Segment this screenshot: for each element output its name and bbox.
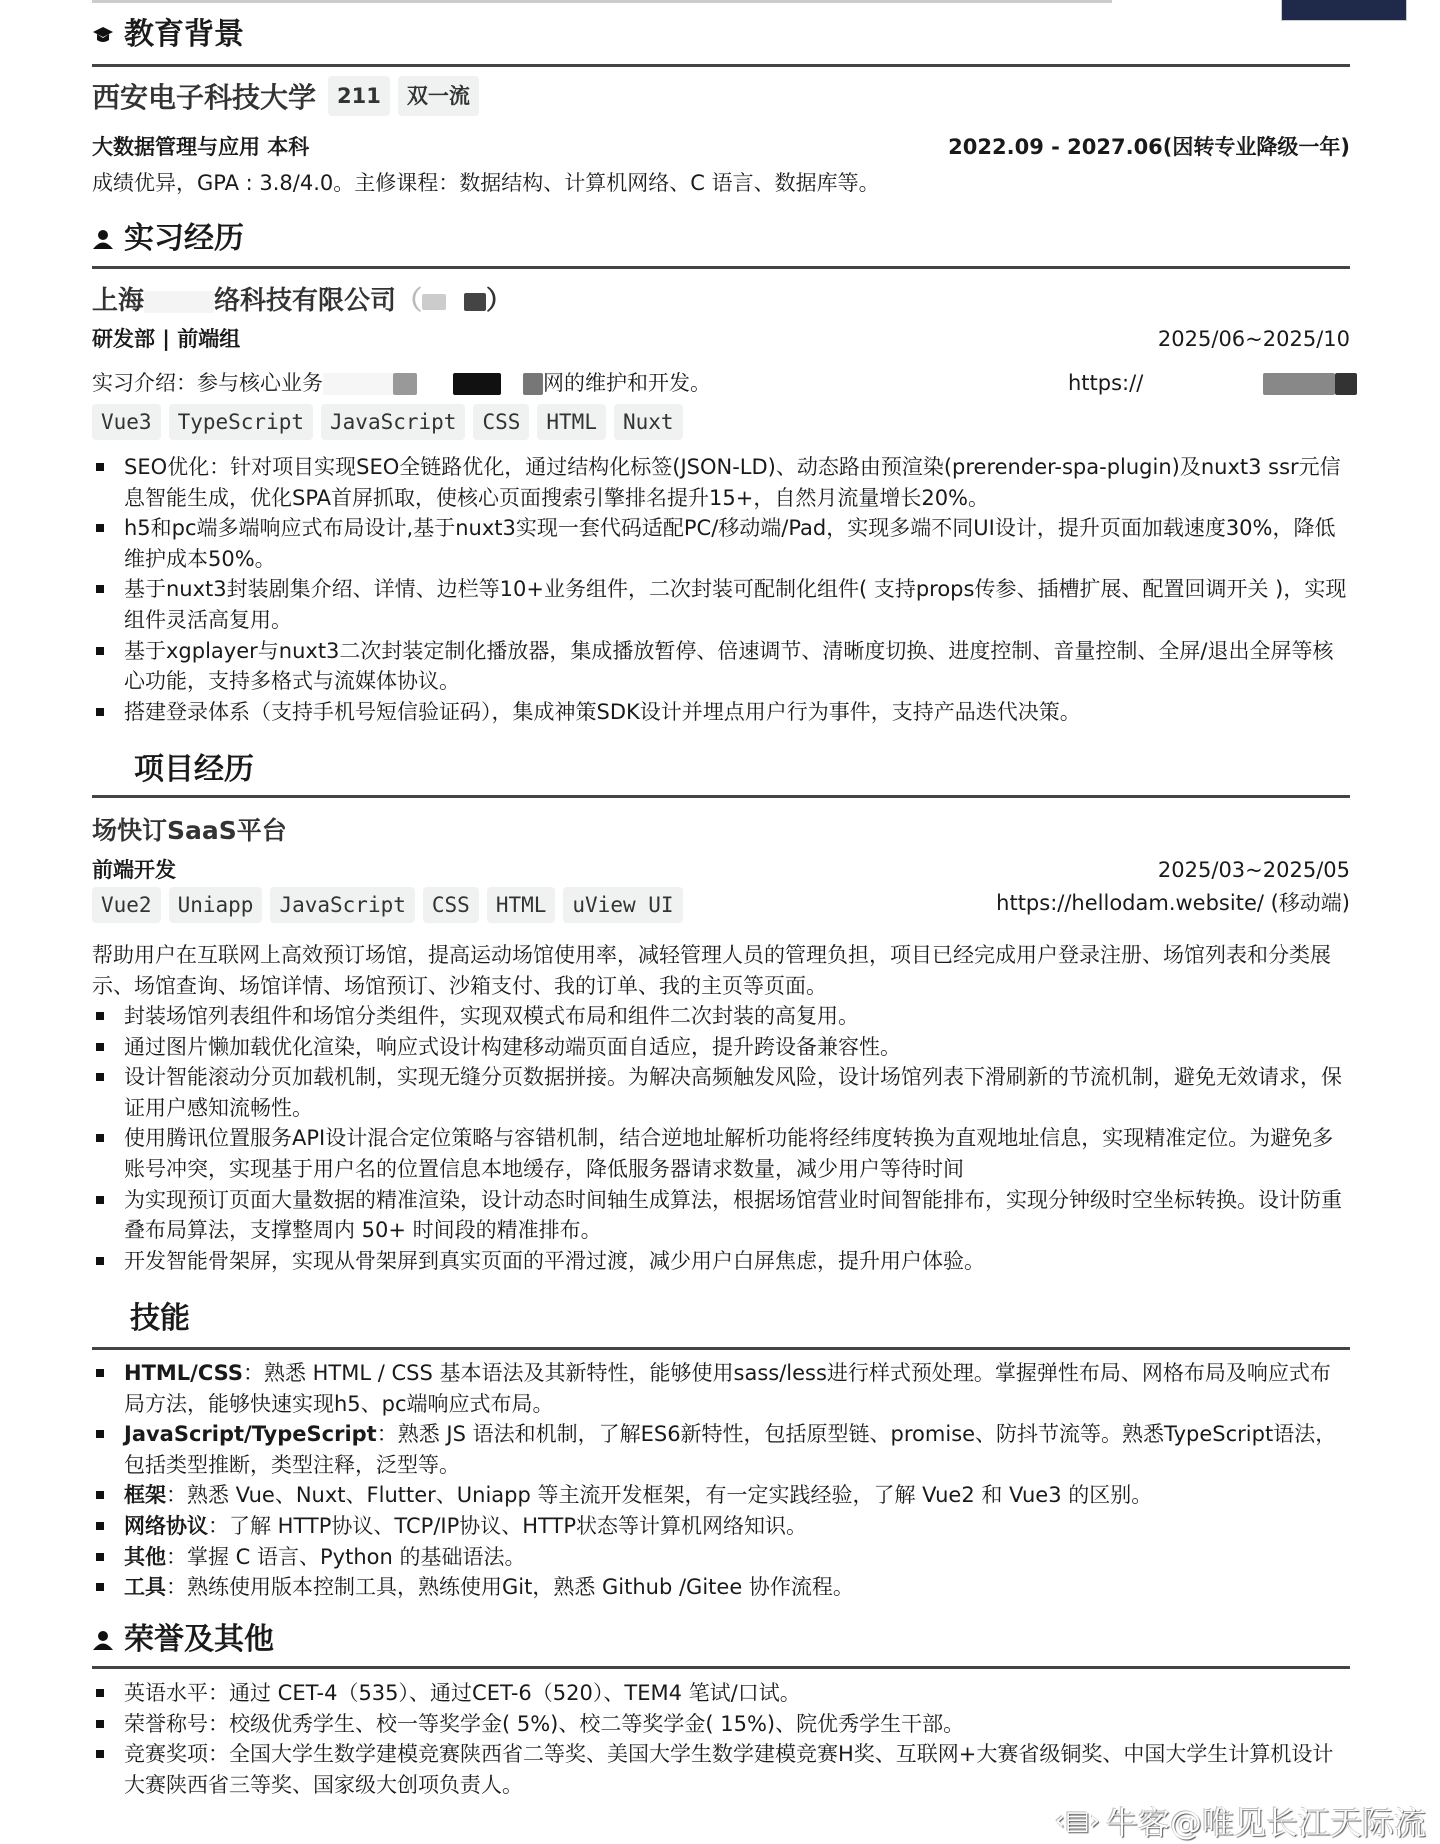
section-divider — [92, 795, 1350, 798]
section-education-title: 教育背景 — [92, 15, 1350, 55]
list-item: 使用腾讯位置服务API设计混合定位策略与容错机制，结合逆地址解析功能将经纬度转换为直观地址信息，实现精准定位。为避免多账号冲突，实现基于用户名的位置信息本地缓存，降低服务器请求数量，减少用户等待时间 — [92, 1123, 1350, 1184]
tech-tag: Vue2 — [92, 887, 161, 923]
education-detail: 成绩优异，GPA : 3.8/4.0。主修课程：数据结构、计算机网络、C 语言、数据库等。 — [92, 171, 880, 195]
internship-tags — [92, 404, 1350, 440]
list-item: SEO优化：针对项目实现SEO全链路优化，通过结构化标签(JSON-LD)、动态路由预渲染(prerender-spa-plugin)及nuxt3 ssr元信息智能生成，优化SPA首屏抓取，使核心页面搜索引擎排名提升15+，自然月流量增长20%。 — [92, 452, 1350, 513]
redacted-block — [422, 294, 446, 310]
redacted-block — [523, 373, 543, 395]
project-tags-row — [92, 887, 1350, 923]
list-item: 封装场馆列表组件和场馆分类组件，实现双模式布局和组件二次封装的高复用。 — [92, 1001, 1350, 1032]
redacted-block — [464, 293, 486, 311]
project-period: 2025/03~2025/05 — [1157, 858, 1350, 882]
list-item: 通过图片懒加载优化渲染，响应式设计构建移动端页面自适应，提升跨设备兼容性。 — [92, 1032, 1350, 1063]
project-name: 场快订SaaS平台 — [92, 816, 287, 845]
list-item: 基于xgplayer与nuxt3二次封装定制化播放器，集成播放暂停、倍速调节、清晰度切换、进度控制、音量控制、全屏/退出全屏等核心功能，支持多格式与流媒体协议。 — [92, 636, 1350, 697]
list-item: 开发智能骨架屏，实现从骨架屏到真实页面的平滑过渡，减少用户白屏焦虑，提升用户体验。 — [92, 1246, 1350, 1277]
tech-tag: HTML — [537, 404, 606, 440]
intro-row: 实习介绍：参与核心业务 网的维护和开发。 https:// — [92, 368, 1350, 399]
section-projects-title: 项目经历 — [134, 752, 254, 787]
list-item: 搭建登录体系（支持手机号短信验证码），集成神策SDK设计并埋点用户行为事件，支持产品迭代决策。 — [92, 697, 1350, 728]
skill-item: 工具：熟练使用版本控制工具，熟练使用Git，熟悉 Github /Gitee 协作流程。 — [92, 1572, 1350, 1603]
major-row — [92, 132, 1350, 163]
tech-tag: Uniapp — [169, 887, 263, 923]
company-name: 上海 络科技有限公司（ ） — [92, 286, 513, 316]
skills-list — [92, 1358, 1350, 1603]
internship-period: 2025/06~2025/10 — [1157, 327, 1350, 351]
section-divider — [92, 64, 1350, 67]
skill-item: 网络协议：了解 HTTP协议、TCP/IP协议、HTTP状态等计算机网络知识。 — [92, 1511, 1350, 1542]
internship-url[interactable]: https:// — [1068, 371, 1144, 395]
redacted-block — [1263, 373, 1335, 395]
skill-item: 框架：熟悉 Vue、Nuxt、Flutter、Uniapp 等主流开发框架，有一定实践经验，了解 Vue2 和 Vue3 的区别。 — [92, 1480, 1350, 1511]
list-item: h5和pc端多端响应式布局设计,基于nuxt3实现一套代码适配PC/移动端/Pad，实现多端不同UI设计，提升页面加载速度30%，降低维护成本50%。 — [92, 513, 1350, 574]
section-divider — [92, 1666, 1350, 1669]
internship-bullets — [92, 452, 1350, 727]
redacted-block — [393, 373, 417, 395]
redacted-block — [323, 373, 393, 395]
department: 研发部 | 前端组 — [92, 327, 241, 351]
person-icon — [92, 1629, 114, 1651]
project-role-row — [92, 855, 1350, 886]
skill-item: JavaScript/TypeScript：熟悉 JS 语法和机制，了解ES6新特性，包括原型链、promise、防抖节流等。熟悉TypeScript语法，包括类型推断，类型注释，泛型等。 — [92, 1419, 1350, 1480]
project-bullets — [92, 1001, 1350, 1276]
school-name: 西安电子科技大学 — [92, 81, 317, 114]
tech-tag: Nuxt — [614, 404, 683, 440]
school-row — [92, 76, 1350, 116]
graduation-cap-icon — [92, 24, 114, 46]
project-role: 前端开发 — [92, 858, 176, 882]
department-row — [92, 324, 1350, 355]
person-icon — [92, 228, 114, 250]
list-item: 竞赛奖项：全国大学生数学建模竞赛陕西省二等奖、美国大学生数学建模竞赛H奖、互联网+大赛省级铜奖、中国大学生计算机设计大赛陕西省三等奖、国家级大创项负责人。 — [92, 1739, 1350, 1800]
nowcoder-logo-icon: ‹▤› — [1054, 1806, 1100, 1836]
tech-tag: uView UI — [563, 887, 682, 923]
list-item: 基于nuxt3封装剧集介绍、详情、边栏等10+业务组件，二次封装可配制化组件( 支持props传参、插槽扩展、配置回调开关 )，实现组件灵活高复用。 — [92, 574, 1350, 635]
major: 大数据管理与应用 本科 — [92, 135, 310, 159]
redacted-block — [453, 373, 501, 395]
section-honors-title: 荣誉及其他 — [92, 1620, 1350, 1660]
school-badge: 双一流 — [398, 76, 479, 116]
project-description: 帮助用户在互联网上高效预订场馆，提高运动场馆使用率，减轻管理人员的管理负担，项目已经完成用户登录注册、场馆列表和分类展示、场馆查询、场馆详情、场馆预订、沙箱支付、我的订单、我的主页等页面。 — [92, 943, 1331, 998]
tech-tag: CSS — [473, 404, 529, 440]
skill-item: HTML/CSS：熟悉 HTML / CSS 基本语法及其新特性，能够使用sass/less进行样式预处理。掌握弹性布局、网格布局及响应式布局方法，能够快速实现h5、pc端响应式布局。 — [92, 1358, 1350, 1419]
education-period: 2022.09 - 2027.06(因转专业降级一年) — [948, 135, 1350, 159]
section-skills-title: 技能 — [130, 1301, 190, 1336]
list-item: 荣誉称号：校级优秀学生、校一等奖学金( 5%)、校二等奖学金( 15%)、院优秀学生干部。 — [92, 1709, 1350, 1740]
skill-item: 其他：掌握 C 语言、Python 的基础语法。 — [92, 1542, 1350, 1573]
section-divider — [92, 1347, 1350, 1350]
section-divider — [92, 266, 1350, 269]
redacted-block — [1335, 373, 1357, 395]
section-internship-title: 实习经历 — [92, 219, 1350, 259]
redacted-block — [144, 291, 214, 313]
tech-tag: JavaScript — [321, 404, 465, 440]
contact-line-fragment — [92, 0, 1112, 3]
list-item: 英语水平：通过 CET-4（535）、通过CET-6（520）、TEM4 笔试/口试。 — [92, 1678, 1350, 1709]
project-url[interactable]: https://hellodam.website/ (移动端) — [996, 891, 1350, 915]
watermark: ‹▤› 牛客@唯见长江天际流 — [1054, 1804, 1426, 1842]
project-tags — [92, 887, 691, 923]
tech-tag: HTML — [487, 887, 556, 923]
tech-tag: TypeScript — [169, 404, 313, 440]
tech-tag: Vue3 — [92, 404, 161, 440]
list-item: 设计智能滚动分页加载机制，实现无缝分页数据拼接。为解决高频触发风险，设计场馆列表下滑刷新的节流机制，避免无效请求，保证用户感知流畅性。 — [92, 1062, 1350, 1123]
tech-tag: JavaScript — [270, 887, 414, 923]
honors-list — [92, 1678, 1350, 1800]
list-item: 为实现预订页面大量数据的精准渲染，设计动态时间轴生成算法，根据场馆营业时间智能排布，实现分钟级时空坐标转换。设计防重叠布局算法，支撑整周内 50+ 时间段的精准排布。 — [92, 1185, 1350, 1246]
school-badge: 211 — [328, 76, 390, 116]
tech-tag: CSS — [423, 887, 479, 923]
